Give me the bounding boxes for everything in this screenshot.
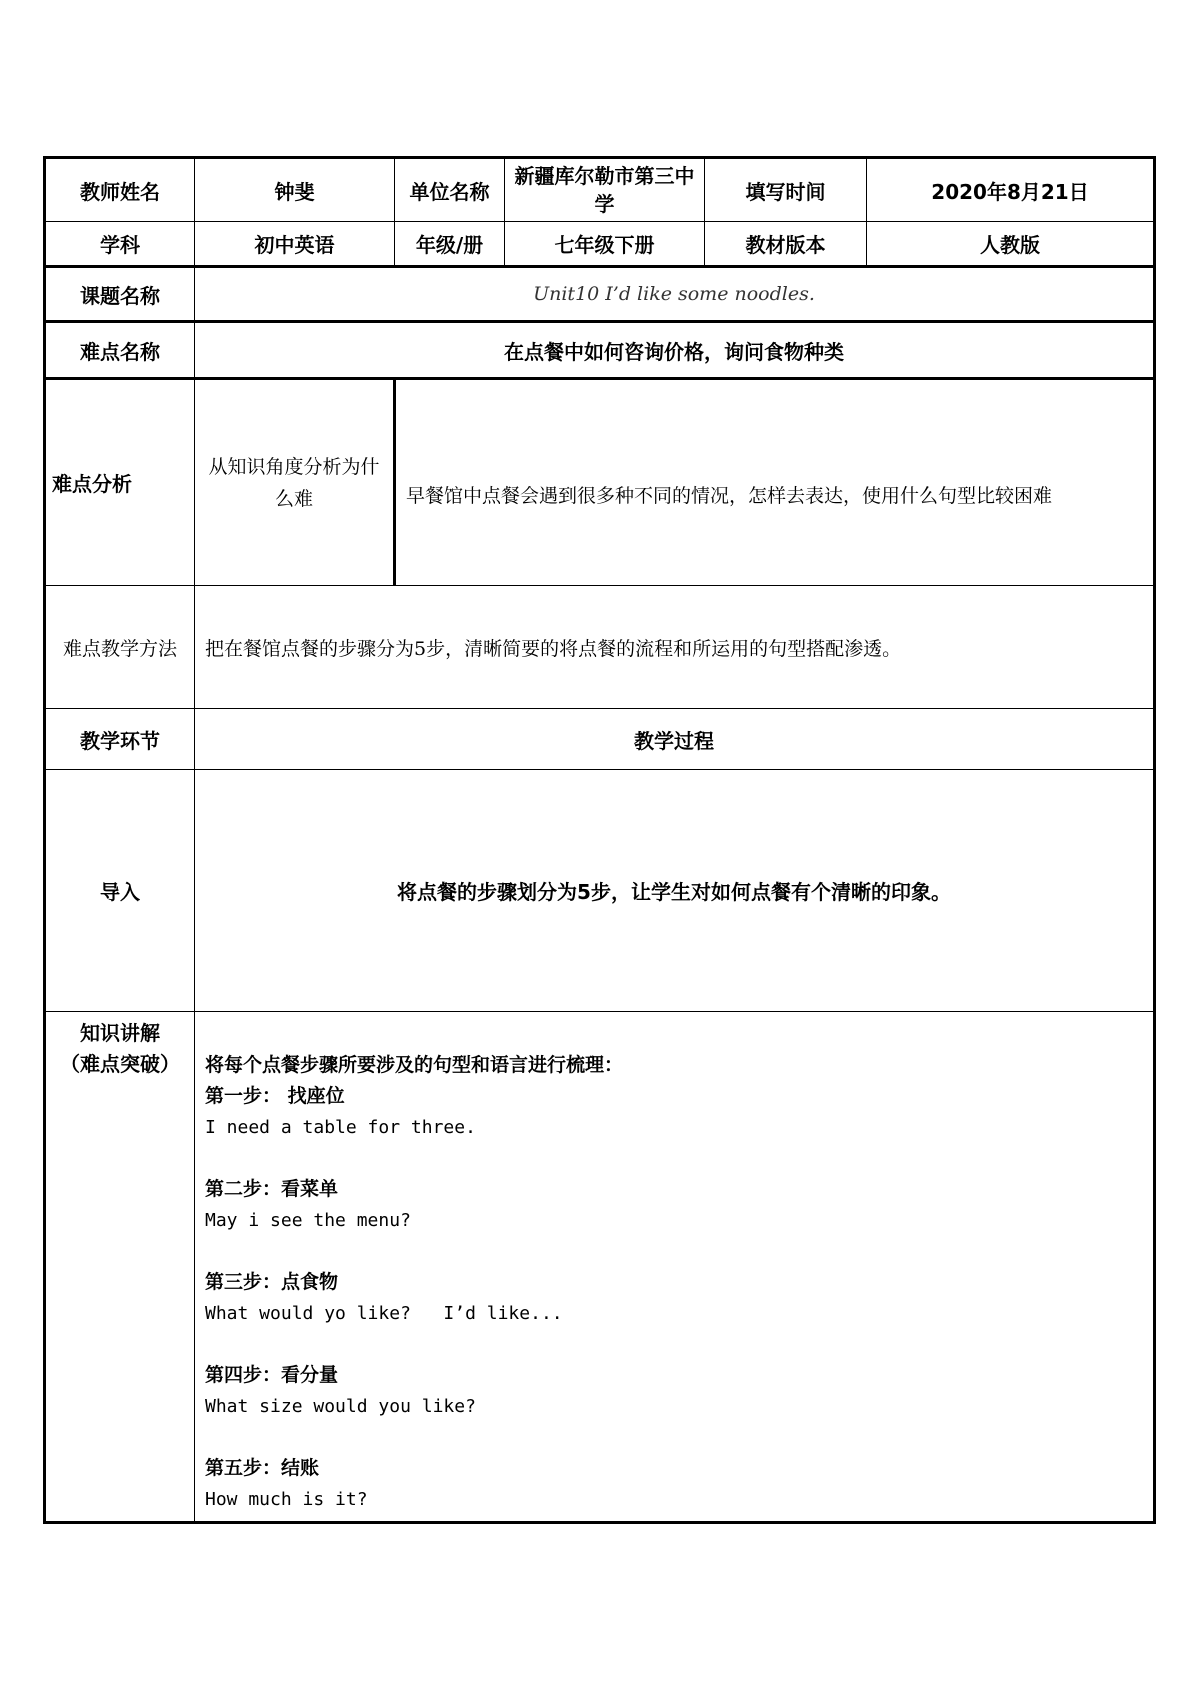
spacer: [205, 1236, 1143, 1267]
step-sentence: I need a table for three.: [205, 1117, 476, 1138]
analysis-sub-label: 从知识角度分析为什么难: [195, 379, 395, 586]
spacer: [205, 1143, 1143, 1174]
process-section-title: 教学过程: [195, 709, 1155, 770]
step-title: 第二步：看菜单: [205, 1178, 339, 1200]
intro-value: 将点餐的步骤划分为5步，让学生对如何点餐有个清晰的印象。: [195, 770, 1155, 1012]
teacher-name-label: 教师姓名: [45, 158, 195, 222]
unit-name-label: 单位名称: [395, 158, 505, 222]
knowledge-label-line2: （难点突破）: [60, 1052, 180, 1076]
process-section-label: 教学环节: [45, 709, 195, 770]
knowledge-intro: 将每个点餐步骤所要涉及的句型和语言进行梳理：: [205, 1054, 624, 1076]
analysis-label: 难点分析: [45, 379, 195, 586]
teacher-name-value: 钟斐: [195, 158, 395, 222]
step-sentence: What would yo like? I’d like...: [205, 1303, 563, 1324]
method-value: 把在餐馆点餐的步骤分为5步，清晰简要的将点餐的流程和所运用的句型搭配渗透。: [195, 586, 1155, 709]
subject-value: 初中英语: [195, 222, 395, 267]
topic-value: Unit10 I’d like some noodles.: [195, 267, 1155, 322]
topic-label: 课题名称: [45, 267, 195, 322]
lesson-plan-table: [43, 156, 1153, 1524]
step-title: 第三步：点食物: [205, 1271, 339, 1293]
fill-date-label: 填写时间: [705, 158, 867, 222]
subject-label: 学科: [45, 222, 195, 267]
intro-label: 导入: [45, 770, 195, 1012]
step-sentence: May i see the menu?: [205, 1210, 411, 1231]
unit-name-value: 新疆库尔勒市第三中学: [505, 158, 705, 222]
edition-label: 教材版本: [705, 222, 867, 267]
analysis-value: 早餐馆中点餐会遇到很多种不同的情况，怎样去表达，使用什么句型比较困难: [395, 379, 1155, 586]
step-sentence: How much is it?: [205, 1489, 368, 1510]
step-title: 第四步：看分量: [205, 1364, 339, 1386]
spacer: [205, 1422, 1143, 1453]
difficulty-label: 难点名称: [45, 322, 195, 379]
knowledge-label-line1: 知识讲解: [80, 1021, 160, 1045]
knowledge-label: [45, 1012, 195, 1523]
step-title: 第五步：结账: [205, 1457, 320, 1479]
fill-date-value: 2020年8月21日: [867, 158, 1155, 222]
method-label: 难点教学方法: [45, 586, 195, 709]
knowledge-content: [195, 1012, 1155, 1523]
grade-label: 年级/册: [395, 222, 505, 267]
edition-value: 人教版: [867, 222, 1155, 267]
difficulty-value: 在点餐中如何咨询价格，询问食物种类: [195, 322, 1155, 379]
spacer: [205, 1329, 1143, 1360]
step-sentence: What size would you like?: [205, 1396, 476, 1417]
step-title: 第一步： 找座位: [205, 1085, 345, 1107]
grade-value: 七年级下册: [505, 222, 705, 267]
